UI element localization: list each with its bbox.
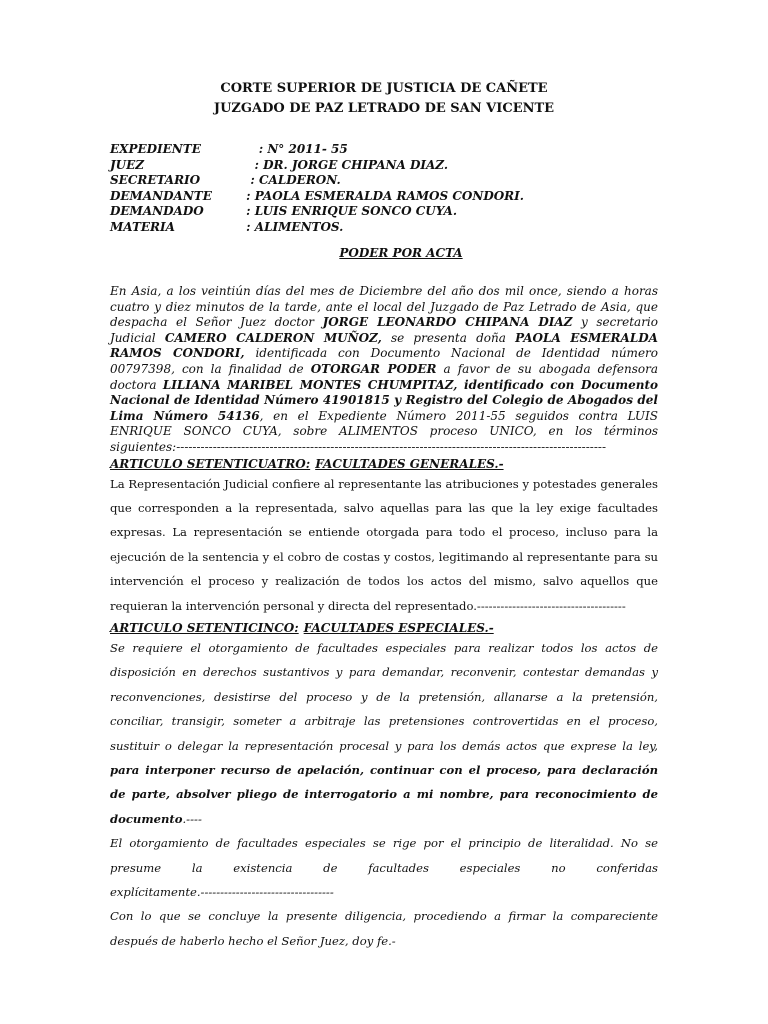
case-row-juez — [110, 158, 658, 174]
case-row-secretario — [110, 173, 658, 189]
case-value: : LUIS ENRIQUE SONCO CUYA. — [242, 204, 458, 218]
case-value: : ALIMENTOS. — [242, 219, 344, 234]
court-office: JUZGADO DE PAZ LETRADO DE SAN VICENTE — [213, 101, 555, 116]
case-value: : N° 2011- 55 — [242, 142, 348, 156]
dash-filler: -------------------------------------- — [476, 598, 626, 613]
plaintiff-name: PAOLA ESMERALDA RAMOS CONDORI, — [110, 330, 658, 361]
case-row-demandado — [110, 204, 658, 220]
intro-text: , en el Expediente Número 2011-55 seguidos contra LUIS ENRIQUE SONCO CUYA, sobre ALIMENTOS proceso UNICO, en los términos siguientes: — [110, 408, 658, 454]
intro-text: a favor de su abogada defensora doctora — [110, 361, 658, 392]
case-label: DEMANDADO — [110, 204, 204, 218]
case-label: EXPEDIENTE — [110, 142, 201, 156]
case-label: JUEZ — [110, 157, 145, 172]
case-row-materia — [110, 220, 658, 236]
article-74-title — [110, 456, 658, 472]
dash-filler: ---------------------------------- — [200, 885, 334, 900]
case-value: : CALDERON. — [242, 173, 341, 187]
closing-paragraph: Con lo que se concluye la presente diligencia, procediendo a firmar la compareciente después de haberlo hecho el Señor Juez, doy fe.- — [110, 909, 658, 948]
case-info — [110, 142, 658, 235]
article-74-body — [110, 472, 658, 618]
literality-text: El otorgamiento de facultades especiales se rige por el principio de literalidad. No se presume la existencia de facultades especiales no conferidas explícitamente. — [110, 836, 658, 900]
article-75-title — [110, 620, 658, 636]
case-row-expediente — [110, 142, 658, 158]
article-75-end: .---- — [182, 811, 202, 826]
article-75-text: Se requiere el otorgamiento de facultades especiales para realizar todos los actos de disposición en derechos sustantivos y para demandar, reconvenir, contestar demandas y reconvenciones, desistirse del proceso y de la pretensión, allanarse a la pretensión, conciliar, transigir, someter a arbitraje las pretensiones controvertidas en el proceso, sustituir o delegar la representación procesal y para los demás actos que exprese la ley, — [110, 640, 658, 753]
article-74-heading: FACULTADES GENERALES.- — [315, 456, 504, 471]
intro-text: y secretario Judicial — [110, 315, 658, 345]
case-row-demandante — [110, 189, 658, 205]
literality-paragraph — [110, 831, 658, 904]
article-75-bold-powers: para interponer recurso de apelación, continuar con el proceso, para declaración de parte, absolver pliego de interrogatorio a mi nombre, para reconocimiento de documento — [110, 763, 658, 826]
intro-text: identificada con Documento Nacional de Identidad número 00797398, con la finalidad de — [110, 346, 658, 376]
judge-name: JORGE LEONARDO CHIPANA DIAZ — [322, 315, 573, 330]
case-value: : PAOLA ESMERALDA RAMOS CONDORI. — [242, 188, 524, 203]
document-title: PODER POR ACTA — [339, 246, 463, 260]
purpose-text: OTORGAR PODER — [310, 361, 437, 376]
intro-text: En Asia, a los veintiún días del mes de Diciembre del año dos mil once, siendo a horas cuatro y diez minutos de la tarde, ante el local del Juzgado de Paz Letrado de Asia, que despacha el Señor Juez doctor — [110, 284, 658, 330]
article-75-heading: FACULTADES ESPECIALES.- — [303, 620, 494, 635]
secretary-name: CAMERO CALDERON MUÑOZ, — [164, 330, 382, 345]
dash-filler: ---------------------------------------------------------------------------------------------------------- — [176, 439, 606, 454]
article-74-number: ARTICULO SETENTICUATRO: — [110, 456, 311, 471]
lawyer-details: LILIANA MARIBEL MONTES CHUMPITAZ, identificado con Documento Nacional de Identidad Número 41901815 y Registro del Colegio de Abogados del Lima Número 54136 — [110, 377, 658, 423]
article-75-body — [110, 636, 658, 831]
court-name: CORTE SUPERIOR DE JUSTICIA DE CAÑETE — [220, 81, 548, 96]
article-75-number: ARTICULO SETENTICINCO: — [110, 620, 299, 635]
intro-text: se presenta doña — [381, 330, 516, 345]
intro-paragraph — [110, 284, 658, 456]
case-label: SECRETARIO — [110, 173, 201, 187]
article-74-text: La Representación Judicial confiere al representante las atribuciones y potestades generales que corresponden a la representada, salvo aquellas para las que la ley exige facultades expresas. La representación se entiende otorgada para todo el proceso, incluso para la ejecución de la sentencia y el cobro de costas y costos, legitimando al representante para su intervención el proceso y realización de todos los actos del mismo, salvo aquellos que requieran la intervención personal y directa del representado. — [110, 476, 658, 613]
case-value: : DR. JORGE CHIPANA DIAZ. — [242, 157, 449, 172]
case-label: MATERIA — [110, 219, 175, 234]
case-label: DEMANDANTE — [110, 188, 212, 203]
